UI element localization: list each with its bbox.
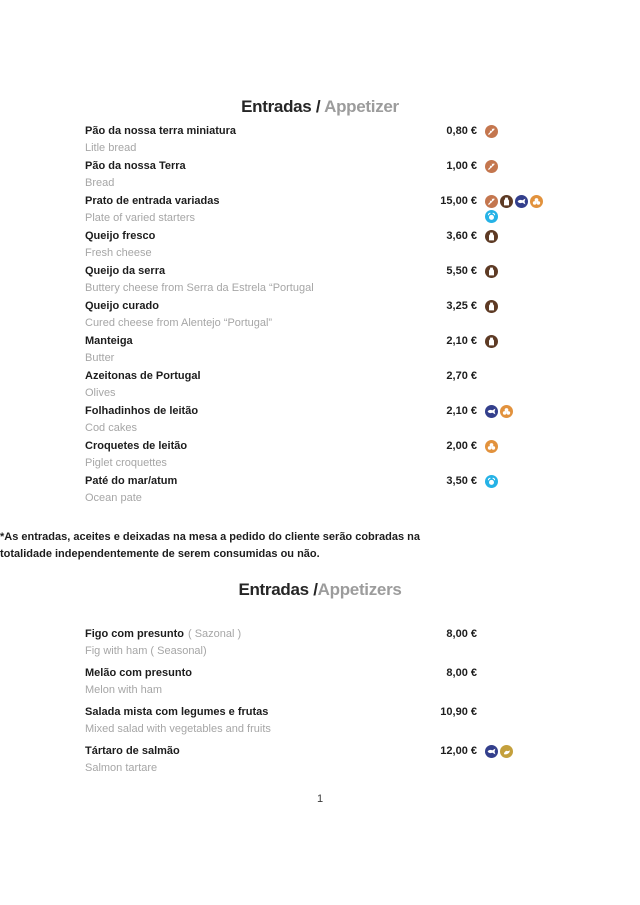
item-name-pt: Melão com presunto: [85, 667, 192, 679]
section-2-title: [0, 563, 640, 601]
item-name-en: Piglet croquettes: [85, 457, 167, 469]
item-name-pt: Pão da nossa Terra: [85, 160, 186, 172]
allergen-icons: [477, 370, 549, 383]
item-price: 3,25 €: [446, 300, 477, 312]
item-name-en: Melon with ham: [85, 684, 163, 696]
item-name-pt: Figo com presunto ( Sazonal ): [85, 628, 242, 640]
item-name-en: Buttery cheese from Serra da Estrela “Portugal: [85, 282, 314, 294]
item-price: 5,50 €: [446, 265, 477, 277]
menu-items-section-2: [85, 626, 549, 777]
menu-item-row: [85, 158, 549, 175]
item-name-en: Cured cheese from Alentejo “Portugal”: [85, 317, 273, 329]
nuts-icon: [485, 440, 498, 453]
menu-item: [85, 743, 549, 777]
item-price: 2,10 €: [446, 335, 477, 347]
allergen-icons: [477, 706, 549, 719]
milk-icon: [485, 335, 498, 348]
allergen-icons: [477, 475, 549, 488]
fish-icon: [515, 195, 528, 208]
item-price: 0,80 €: [446, 125, 477, 137]
item-name-en: Fresh cheese: [85, 247, 152, 259]
item-name-note: ( Sazonal ): [188, 628, 242, 640]
item-name-pt: Queijo curado: [85, 300, 159, 312]
item-name-pt: Queijo da serra: [85, 265, 166, 277]
menu-item: [85, 665, 549, 699]
item-name-en: Salmon tartare: [85, 762, 158, 774]
item-name-pt: Azeitonas de Portugal: [85, 370, 201, 382]
item-name-en: Cod cakes: [85, 422, 137, 434]
menu-item-row: [85, 438, 549, 455]
crustacean-icon: [485, 210, 498, 223]
item-name-en: Butter: [85, 352, 115, 364]
allergen-icons: [477, 335, 549, 348]
allergen-icons: [477, 125, 549, 138]
menu-item-row: [85, 473, 549, 490]
menu-item: [85, 263, 549, 297]
nuts-icon: [530, 195, 543, 208]
fish-icon: [485, 405, 498, 418]
gluten-icon: [485, 195, 498, 208]
menu-item-row: [85, 298, 549, 315]
item-price: 2,00 €: [446, 440, 477, 452]
menu-item: [85, 704, 549, 738]
item-price: 2,10 €: [446, 405, 477, 417]
allergen-icons: [477, 300, 549, 313]
item-price: 1,00 €: [446, 160, 477, 172]
menu-item-row: [85, 403, 549, 420]
section-1-title-sub: Appetizer: [320, 97, 399, 116]
menu-item-row: [85, 263, 549, 280]
allergen-icons: [477, 628, 549, 641]
item-price: 8,00 €: [446, 667, 477, 679]
milk-icon: [485, 265, 498, 278]
fish-icon: [485, 745, 498, 758]
menu-item: [85, 193, 549, 227]
menu-item: [85, 298, 549, 332]
section-2-title-sub: Appetizers: [317, 580, 402, 599]
item-name-en: Fig with ham ( Seasonal): [85, 645, 207, 657]
milk-icon: [500, 195, 513, 208]
menu-item: [85, 228, 549, 262]
item-name-pt: Folhadinhos de leitão: [85, 405, 199, 417]
item-name-pt: Prato de entrada variadas: [85, 195, 220, 207]
item-name-en: Plate of varied starters: [85, 212, 196, 224]
item-name-en: Ocean pate: [85, 492, 142, 504]
item-price: 15,00 €: [440, 195, 477, 207]
item-price: 8,00 €: [446, 628, 477, 640]
allergen-icons: [477, 667, 549, 680]
gluten-icon: [485, 160, 498, 173]
item-name-pt: Paté do mar/atum: [85, 475, 178, 487]
item-name-pt: Salada mista com legumes e frutas: [85, 706, 269, 718]
item-name-pt: Pão da nossa terra miniatura: [85, 125, 236, 137]
gluten-icon: [485, 125, 498, 138]
item-price: 3,60 €: [446, 230, 477, 242]
nuts-icon: [500, 405, 513, 418]
menu-item: [85, 368, 549, 402]
item-price: 10,90 €: [440, 706, 477, 718]
item-name-en: Bread: [85, 177, 115, 189]
section-1-title-main: Entradas /: [241, 97, 321, 116]
menu-item-row: [85, 193, 549, 210]
item-name-pt: Croquetes de leitão: [85, 440, 188, 452]
menu-item-row: [85, 123, 549, 140]
menu-item: [85, 626, 549, 660]
menu-item: [85, 158, 549, 192]
menu-item-row: [85, 368, 549, 385]
item-price: 12,00 €: [440, 745, 477, 757]
menu-item-row: [85, 626, 549, 643]
menu-item: [85, 403, 549, 437]
menu-item: [85, 123, 549, 157]
menu-item-row: [85, 228, 549, 245]
mustard-icon: [500, 745, 513, 758]
milk-icon: [485, 230, 498, 243]
service-note: *As entradas, aceites e deixadas na mesa a pedido do cliente serão cobradas na totalidade independentemente de serem consumidas ou não.: [0, 531, 421, 560]
item-price: 3,50 €: [446, 475, 477, 487]
item-name-en: Litle bread: [85, 142, 137, 154]
menu-item-row: [85, 665, 549, 682]
allergen-icons: [477, 230, 549, 243]
item-name-pt: Tártaro de salmão: [85, 745, 180, 757]
allergen-icons: [477, 745, 549, 758]
menu-item: [85, 473, 549, 507]
menu-items-section-1: [85, 123, 549, 507]
item-name-pt: Manteiga: [85, 335, 133, 347]
menu-item-row: [85, 704, 549, 721]
allergen-icons: [477, 160, 549, 173]
menu-item-row: [85, 333, 549, 350]
item-price: 2,70 €: [446, 370, 477, 382]
allergen-icons: [477, 440, 549, 453]
allergen-icons: [477, 405, 549, 418]
item-name-en: Olives: [85, 387, 116, 399]
menu-item-row: [85, 743, 549, 760]
item-name-en: Mixed salad with vegetables and fruits: [85, 723, 271, 735]
menu-item: [85, 333, 549, 367]
section-1-title: [0, 0, 640, 118]
item-name-pt: Queijo fresco: [85, 230, 156, 242]
allergen-icons: [477, 195, 549, 208]
allergen-icons: [477, 265, 549, 278]
menu-item: [85, 438, 549, 472]
milk-icon: [485, 300, 498, 313]
crustacean-icon: [485, 475, 498, 488]
section-2-title-main: Entradas /: [238, 580, 318, 599]
page-number: 1: [316, 793, 324, 805]
